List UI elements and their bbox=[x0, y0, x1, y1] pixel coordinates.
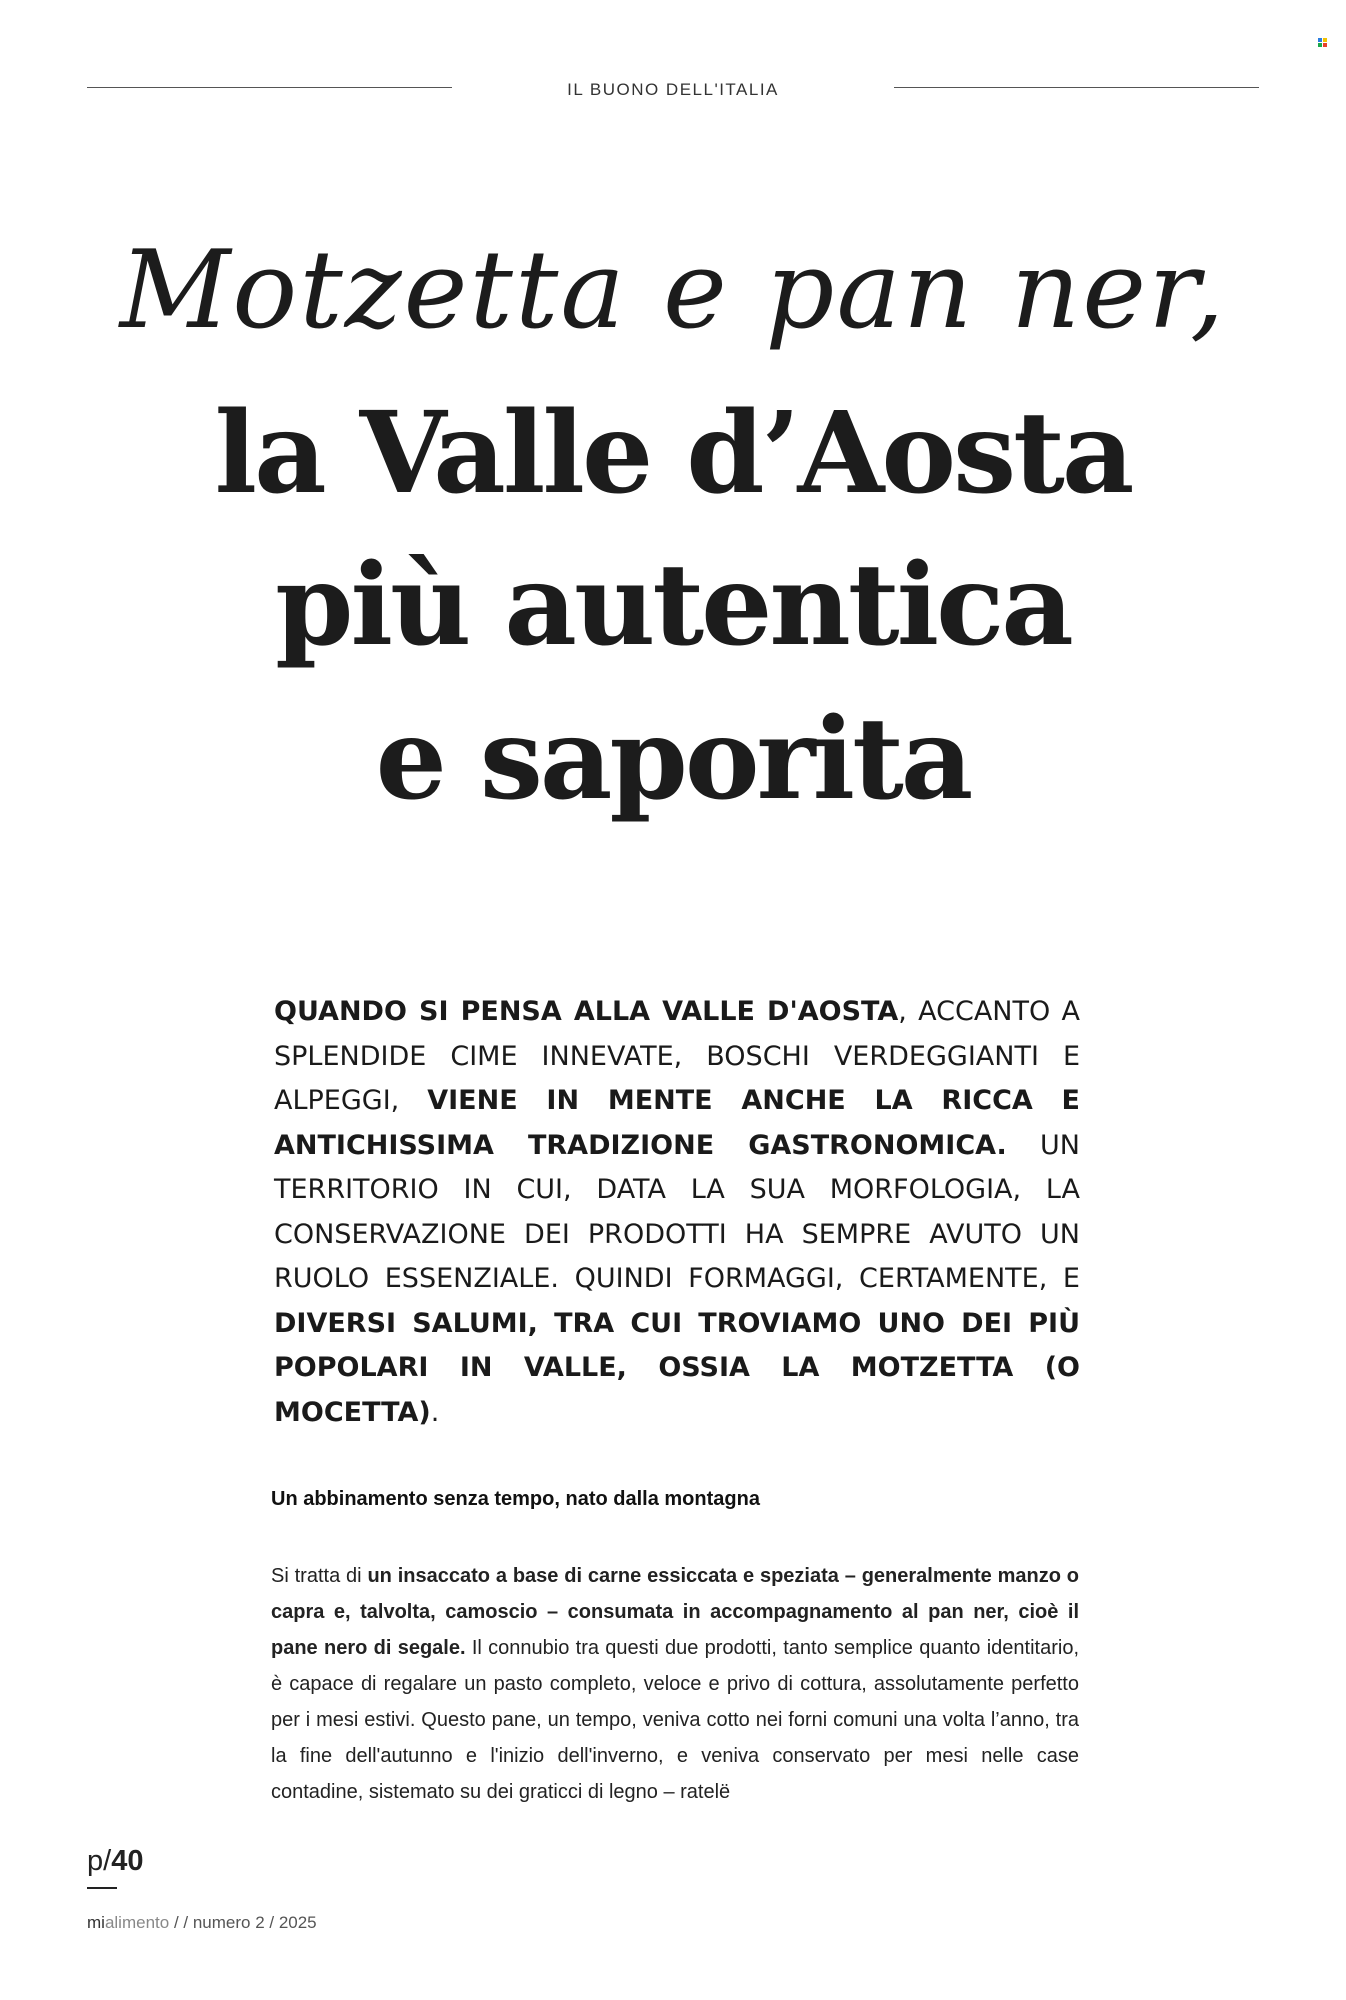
color-mark-green bbox=[1318, 43, 1322, 47]
section-label: IL BUONO DELL'ITALIA bbox=[567, 80, 779, 99]
color-mark-yellow bbox=[1323, 38, 1327, 42]
page-number-rule bbox=[87, 1887, 117, 1889]
intro-bold-2: VIENE IN MENTE ANCHE LA RICCA E ANTICHISSIMA TRADIZIONE GASTRONOMICA. bbox=[274, 1085, 1081, 1161]
body-text-1: Si tratta di bbox=[271, 1565, 368, 1587]
issue-info: / / numero 2 / 2025 bbox=[169, 1913, 317, 1932]
intro-bold-3: DIVERSI SALUMI, TRA CUI TROVIAMO UNO DEI PIÙ POPOLARI IN VALLE, OSSIA LA MOTZETTA (O MOCETTA) bbox=[274, 1307, 1080, 1428]
page-number bbox=[87, 1845, 143, 1878]
title-line-2: la Valle d’Aosta bbox=[214, 388, 1132, 519]
color-marks-icon bbox=[1318, 38, 1327, 47]
body-bold-1: un insaccato a base di carne essiccata e speziata – generalmente manzo o capra e, talvolta, camoscio – consumata in accompagnamento al pan ner, cioè il pane nero di segale. bbox=[271, 1565, 1079, 1659]
body-paragraph bbox=[271, 1558, 1079, 1810]
brand-name-mi: mi bbox=[87, 1913, 105, 1932]
title-line-3: più autentica bbox=[275, 540, 1071, 671]
color-mark-red bbox=[1323, 43, 1327, 47]
intro-bold-1: QUANDO SI PENSA ALLA VALLE D'AOSTA bbox=[274, 996, 899, 1027]
color-mark-blue bbox=[1318, 38, 1322, 42]
brand-name-alimento: alimento bbox=[104, 1913, 170, 1932]
title-line-4: e saporita bbox=[375, 694, 971, 825]
intro-paragraph bbox=[274, 990, 1080, 1435]
body-text-2: Il connubio tra questi due prodotti, tanto semplice quanto identitario, è capace di regalare un pasto completo, veloce e privo di cottura, assolutamente perfetto per i mesi estivi. Questo pane, un tempo, veniva cotto nei forni comuni una volta l’anno, tra la fine dell'autunno e l'inizio dell'inverno, e veniva conservato per mesi nelle case contadine, sistemato su dei graticci di legno – ratelë bbox=[271, 1637, 1079, 1803]
section-subheading: Un abbinamento senza tempo, nato dalla montagna bbox=[271, 1488, 760, 1510]
title-line-1: Motzetta e pan ner, bbox=[119, 228, 1227, 353]
header-rule-left bbox=[87, 87, 452, 88]
intro-text-3: . bbox=[430, 1396, 440, 1428]
footer-issue-line bbox=[87, 1913, 317, 1933]
intro-text-1: , ACCANTO A SPLENDIDE CIME INNEVATE, BOSCHI VERDEGGIANTI E ALPEGGI, bbox=[274, 996, 1080, 1116]
page-prefix: p/ bbox=[87, 1845, 112, 1877]
header-rule-right bbox=[894, 87, 1259, 88]
intro-text-2: UN TERRITORIO IN CUI, DATA LA SUA MORFOLOGIA, LA CONSERVAZIONE DEI PRODOTTI HA SEMPRE AVUTO UN RUOLO ESSENZIALE. QUINDI FORMAGGI, CERTAMENTE, E bbox=[274, 1129, 1080, 1294]
page-number-value: 40 bbox=[111, 1845, 144, 1877]
